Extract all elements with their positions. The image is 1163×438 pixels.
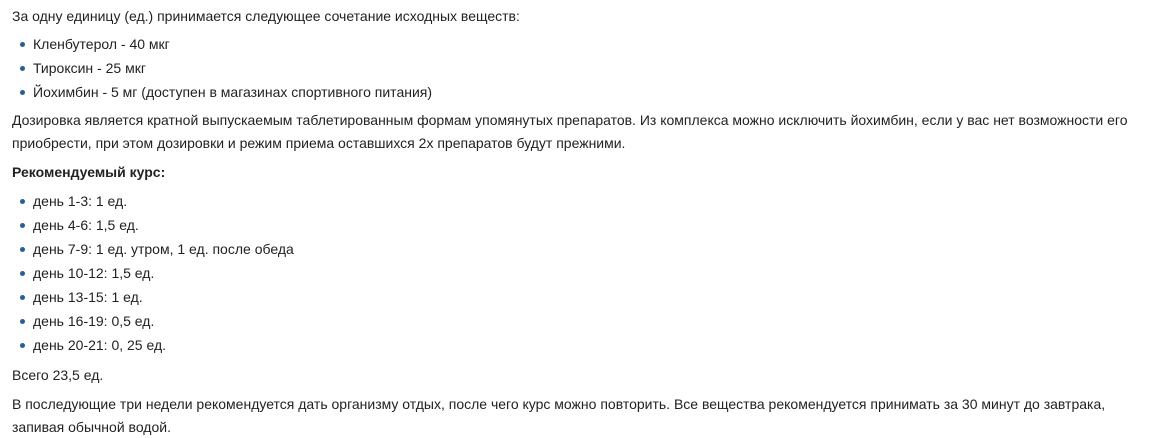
list-item-ingredient xyxy=(20,59,146,77)
list-item-course-day xyxy=(20,192,127,210)
bullet-icon xyxy=(20,343,25,348)
course-day-text: день 20-21: 0, 25 ед. xyxy=(33,337,167,353)
bullet-icon xyxy=(20,319,25,324)
list-item-ingredient xyxy=(20,35,170,53)
list-item-course-day xyxy=(20,312,154,330)
bullet-icon xyxy=(20,90,25,95)
list-item-ingredient xyxy=(20,83,432,101)
bullet-icon xyxy=(20,271,25,276)
bullet-icon xyxy=(20,42,25,47)
bullet-icon xyxy=(20,199,25,204)
ingredient-text: Кленбутерол - 40 мкг xyxy=(33,36,170,52)
course-day-text: день 1-3: 1 ед. xyxy=(33,193,128,209)
list-item-course-day xyxy=(20,336,166,354)
rest-paragraph-line-2: запивая обычной водой. xyxy=(12,419,171,435)
list-item-course-day xyxy=(20,288,143,306)
bullet-icon xyxy=(20,66,25,71)
list-item-course-day xyxy=(20,240,294,258)
course-heading: Рекомендуемый курс: xyxy=(12,164,166,180)
ingredient-text: Тироксин - 25 мкг xyxy=(33,60,146,76)
course-day-text: день 4-6: 1,5 ед. xyxy=(33,217,139,233)
rest-paragraph-line-1: В последующие три недели рекомендуется дать организму отдых, после чего курс можно повторить. Все вещества рекомендуется принимать за 30 минут до завтрака, xyxy=(12,396,1106,412)
dosage-paragraph-line-2: приобрести, при этом дозировки и режим приема оставшихся 2х препаратов будут прежними. xyxy=(12,135,626,151)
list-item-course-day xyxy=(20,216,139,234)
ingredient-text: Йохимбин - 5 мг (доступен в магазинах спортивного питания) xyxy=(33,84,433,100)
list-item-course-day xyxy=(20,264,154,282)
intro-paragraph: За одну единицу (ед.) принимается следующее сочетание исходных веществ: xyxy=(12,8,520,24)
bullet-icon xyxy=(20,247,25,252)
course-day-text: день 16-19: 0,5 ед. xyxy=(33,313,155,329)
course-day-text: день 10-12: 1,5 ед. xyxy=(33,265,155,281)
bullet-icon xyxy=(20,295,25,300)
dosage-paragraph-line-1: Дозировка является кратной выпускаемым таблетированным формам упомянутых препаратов. Из комплекса можно исключить йохимбин, если у вас нет возможности его xyxy=(12,112,1128,128)
bullet-icon xyxy=(20,223,25,228)
total-paragraph: Всего 23,5 ед. xyxy=(12,367,104,383)
course-day-text: день 13-15: 1 ед. xyxy=(33,289,143,305)
course-day-text: день 7-9: 1 ед. утром, 1 ед. после обеда xyxy=(33,241,294,257)
